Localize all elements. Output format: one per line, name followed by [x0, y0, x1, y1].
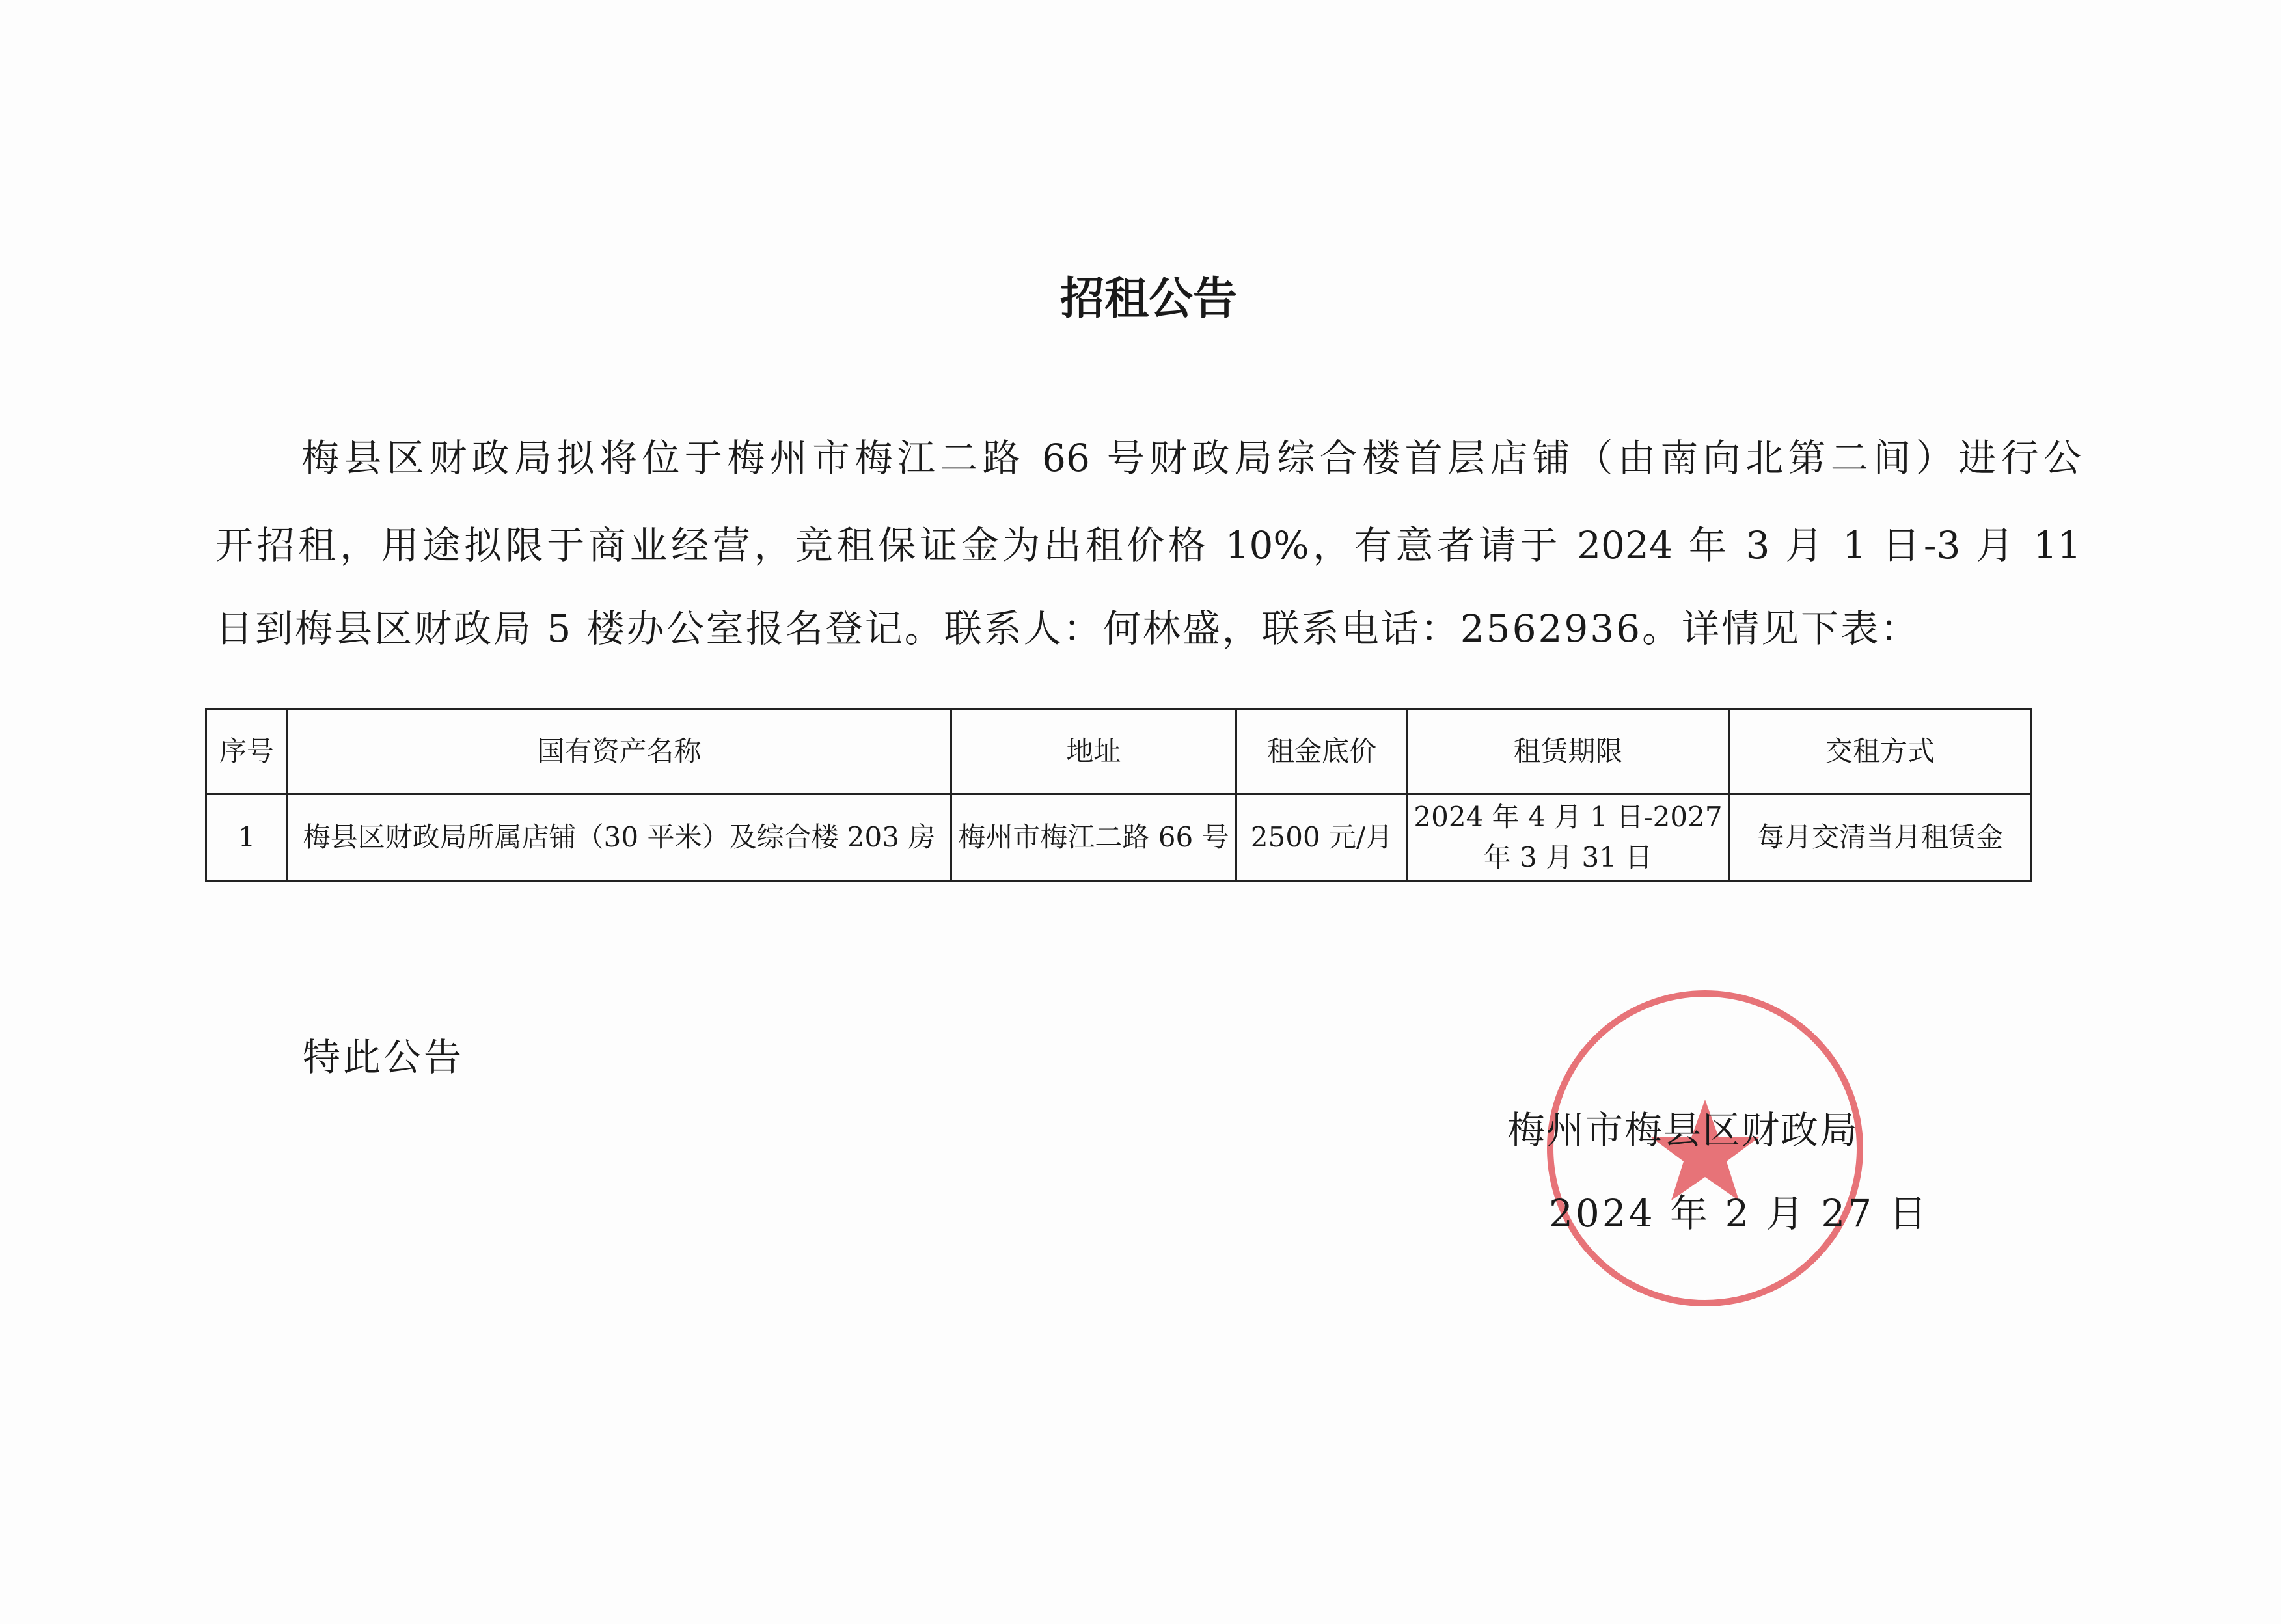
rental-table: [205, 708, 2032, 882]
header-asset-name: 国有资产名称: [288, 709, 951, 794]
body-line-1: 梅县区财政局拟将位于梅州市梅江二路 66 号财政局综合楼首层店铺（由南向北第二间）进行公: [301, 436, 2081, 480]
header-address: 地址: [951, 709, 1236, 794]
cell-lease-term: 2024 年 4 月 1 日-2027 年 3 月 31 日: [1408, 794, 1729, 881]
document-title: 招租公告: [1059, 273, 1237, 325]
header-payment-method: 交租方式: [1729, 709, 2032, 794]
header-lease-term: 租赁期限: [1408, 709, 1729, 794]
cell-address: 梅州市梅江二路 66 号: [951, 794, 1236, 881]
signature-organization: 梅州市梅县区财政局: [1507, 1108, 1859, 1152]
table-header-row: [206, 709, 2032, 794]
header-index: 序号: [206, 709, 288, 794]
table-row: [206, 794, 2032, 881]
cell-payment-method: 每月交清当月租赁金: [1729, 794, 2032, 881]
body-line-3: 日到梅县区财政局 5 楼办公室报名登记。联系人：何林盛，联系电话：2562936。详情见下表：: [215, 606, 1920, 651]
body-line-2: 开招租，用途拟限于商业经营，竞租保证金为出租价格 10%，有意者请于 2024 年 3 月 1 日-3 月 11: [215, 523, 2081, 567]
cell-asset-name: 梅县区财政局所属店铺（30 平米）及综合楼 203 房: [288, 794, 951, 881]
cell-index: 1: [206, 794, 288, 881]
header-base-rent: 租金底价: [1236, 709, 1408, 794]
signature-date: 2024 年 2 月 27 日: [1549, 1191, 1930, 1236]
cell-base-rent: 2500 元/月: [1236, 794, 1408, 881]
closing-text: 特此公告: [303, 1035, 465, 1079]
